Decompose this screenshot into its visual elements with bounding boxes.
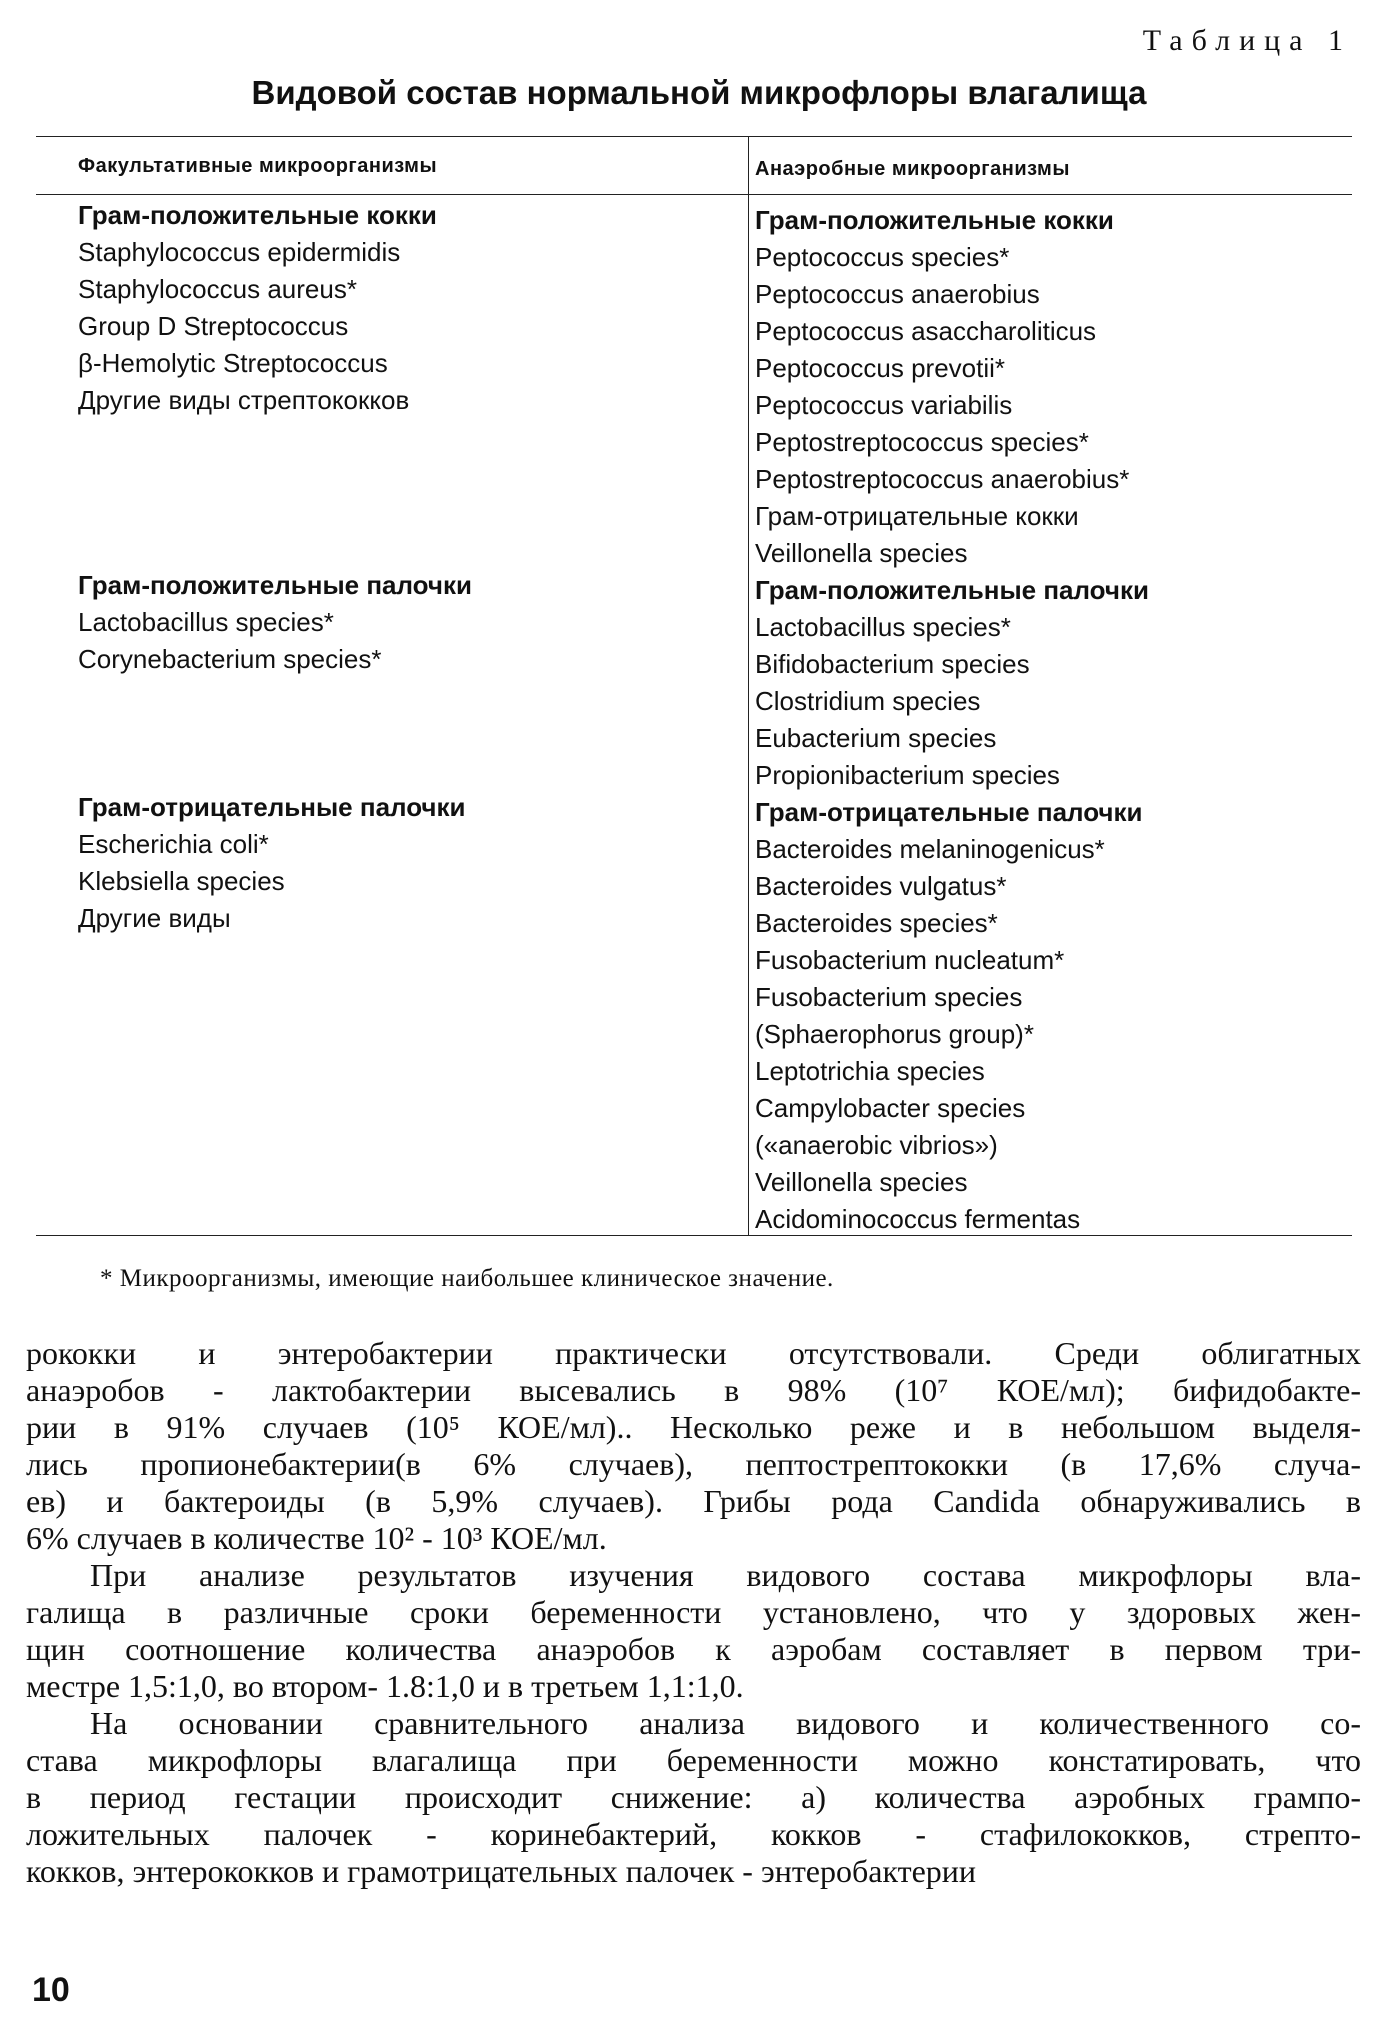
table-list-item: Staphylococcus epidermidis xyxy=(78,237,401,267)
table-list-item: Bacteroides species* xyxy=(755,908,998,938)
table-title: Видовой состав нормальной микрофлоры влагалища xyxy=(251,74,1147,111)
table-list-item xyxy=(78,530,472,567)
table-list-item xyxy=(78,715,472,752)
table-column-divider xyxy=(748,137,749,1235)
paragraph-line: ложительных палочек - коринебактерий, кокков - стафилококков, стрепто- xyxy=(26,1816,1361,1852)
paragraph-1 xyxy=(26,1335,1361,1557)
table-list-item: Leptotrichia species xyxy=(755,1056,985,1086)
table-header-rule xyxy=(36,194,1352,195)
paragraph-3 xyxy=(26,1705,1361,1890)
table-footnote: * Микроорганизмы, имеющие наибольшее клиническое значение. xyxy=(100,1265,834,1292)
table-list-item: Peptostreptococcus anaerobius* xyxy=(755,464,1130,494)
table-list-item: Group D Streptococcus xyxy=(78,311,349,341)
table-list-item: Peptococcus anaerobius xyxy=(755,279,1040,309)
paragraph-line: 6% случаев в количестве 10² - 10³ КОЕ/мл. xyxy=(26,1520,607,1556)
paragraph-line: местре 1,5:1,0, во втором- 1.8:1,0 и в третьем 1,1:1,0. xyxy=(26,1668,744,1704)
table-list-item: Corynebacterium species* xyxy=(78,644,382,674)
table-list-item: Klebsiella species xyxy=(78,866,285,896)
paragraph-line: На основании сравнительного анализа видового и количественного со- xyxy=(90,1705,1361,1741)
paragraph-line: щин соотношение количества анаэробов к аэробам составляет в первом три- xyxy=(26,1631,1361,1667)
table-list-item: Lactobacillus species* xyxy=(755,612,1011,642)
table-group-heading: Грам-положительные палочки xyxy=(78,570,472,600)
table-group-heading: Грам-отрицательные палочки xyxy=(755,797,1143,827)
paragraph-line: лись пропионебактерии(в 6% случаев), пептострептококки (в 17,6% случа- xyxy=(26,1446,1361,1482)
table-list-item: Другие виды стрептококков xyxy=(78,385,410,415)
paragraph-line: При анализе результатов изучения видового состава микрофлоры вла- xyxy=(90,1557,1361,1593)
table-list-item xyxy=(78,419,472,456)
table-list-item: Veillonella species xyxy=(755,538,968,568)
left-column-header: Факультативные микроорганизмы xyxy=(78,155,438,177)
right-column-header: Анаэробные микроорганизмы xyxy=(755,158,1070,180)
page-number: 10 xyxy=(32,1971,70,2009)
table-label: Таблица 1 xyxy=(1142,24,1352,57)
table-list-item: Fusobacterium nucleatum* xyxy=(755,945,1065,975)
table-list-item: Peptococcus asaccharoliticus xyxy=(755,316,1097,346)
table-list-item xyxy=(78,493,472,530)
paragraph-line: рококки и энтеробактерии практически отсутствовали. Среди облигатных xyxy=(26,1335,1361,1371)
table-group-heading: Грам-положительные кокки xyxy=(755,205,1114,235)
table-list-item xyxy=(78,456,472,493)
table-group-heading: Грам-положительные кокки xyxy=(78,200,437,230)
paragraph-line: в период гестации происходит снижение: а) количества аэробных грампо- xyxy=(26,1779,1361,1815)
table-group-heading: Грам-отрицательные палочки xyxy=(78,792,466,822)
table-list-item: Clostridium species xyxy=(755,686,981,716)
table-list-item: Peptococcus species* xyxy=(755,242,1010,272)
paragraph-line: ев) и бактероиды (в 5,9% случаев). Грибы рода Candida обнаруживались в xyxy=(26,1483,1361,1519)
table-list-item: Staphylococcus aureus* xyxy=(78,274,357,304)
table-list-item: («anaerobic vibrios») xyxy=(755,1130,998,1160)
table-list-item xyxy=(78,752,472,789)
paragraph-line: става микрофлоры влагалища при беременности можно констатировать, что xyxy=(26,1742,1361,1778)
table-list-item: Peptococcus variabilis xyxy=(755,390,1013,420)
right-column-list xyxy=(755,202,1149,1238)
paragraph-2 xyxy=(26,1557,1361,1705)
table-list-item: Грам-отрицательные кокки xyxy=(755,501,1079,531)
paragraph-line: галища в различные сроки беременности установлено, что у здоровых жен- xyxy=(26,1594,1361,1630)
paragraph-line: рии в 91% случаев (10⁵ КОЕ/мл).. Несколько реже и в небольшом выделя- xyxy=(26,1409,1361,1445)
table-list-item: Bifidobacterium species xyxy=(755,649,1030,679)
table-list-item: β-Hemolytic Streptococcus xyxy=(78,348,388,378)
table-top-rule xyxy=(36,136,1352,137)
paragraph-line: кокков, энтерококков и грамотрицательных палочек - энтеробактерии xyxy=(26,1853,977,1889)
table-list-item: Lactobacillus species* xyxy=(78,607,334,637)
table-list-item: Acidominococcus fermentas xyxy=(755,1204,1081,1234)
paragraph-line: анаэробов - лактобактерии высевались в 98% (10⁷ КОЕ/мл); бифидобакте- xyxy=(26,1372,1361,1408)
table-list-item: Bacteroides vulgatus* xyxy=(755,871,1007,901)
table-list-item: Bacteroides melaninogenicus* xyxy=(755,834,1105,864)
table-list-item: Propionibacterium species xyxy=(755,760,1060,790)
table-list-item: Eubacterium species xyxy=(755,723,997,753)
table-list-item xyxy=(78,678,472,715)
table-list-item: Campylobacter species xyxy=(755,1093,1026,1123)
table-list-item: Peptococcus prevotii* xyxy=(755,353,1006,383)
table-list-item: Escherichia coli* xyxy=(78,829,269,859)
table-list-item: Fusobacterium species xyxy=(755,982,1023,1012)
table-list-item: Peptostreptococcus species* xyxy=(755,427,1089,457)
table-list-item: Другие виды xyxy=(78,903,231,933)
table-group-heading: Грам-положительные палочки xyxy=(755,575,1149,605)
table-list-item: Veillonella species xyxy=(755,1167,968,1197)
table-list-item: (Sphaerophorus group)* xyxy=(755,1019,1034,1049)
table-bottom-rule xyxy=(36,1235,1352,1236)
left-column-list xyxy=(78,197,472,937)
